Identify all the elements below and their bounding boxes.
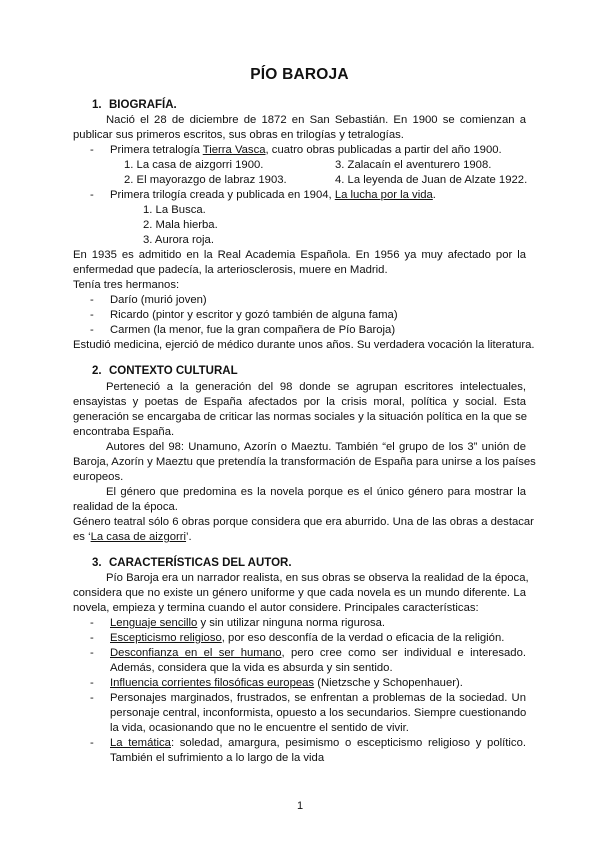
list-item-continuation: la vida, ocasionando que no le encuentre el sentido de vivir. <box>110 722 409 734</box>
list-item-characteristic: Influencia corrientes filosóficas europeas (Nietzsche y Schopenhauer). <box>110 677 463 689</box>
list-subitem: 3. Aurora roja. <box>143 234 214 246</box>
list-item-characteristic: Personajes marginados, frustrados, se enfrentan a problemas de la sociedad. Un <box>110 692 526 704</box>
list-item-characteristic: Desconfianza en el ser humano, pero cree como ser individual e interesado. <box>110 647 526 659</box>
document-title: PÍO BAROJA <box>250 66 349 83</box>
list-item-continuation: Además, considera que la vida es absurda y sin sentido. <box>110 662 393 674</box>
paragraph-line: encontraba España. <box>73 426 175 438</box>
paragraph-line: ensayistas y poetas de España afectados por la crisis moral, política y social. Esta <box>73 396 526 408</box>
paragraph-line: Baroja, Azorín y Maeztu que pretendía la transformación de España para unirse a los países <box>73 456 536 468</box>
paragraph-line: realidad de la época. <box>73 501 178 513</box>
section-heading-biografia: 1. BIOGRAFÍA. <box>92 99 177 111</box>
list-item-sibling: Ricardo (pintor y escritor y gozó también de alguna fama) <box>110 309 398 321</box>
paragraph-line: enfermedad que padecía, la arteriosclerosis, muere en Madrid. <box>73 264 388 276</box>
paragraph-line: El género que predomina es la novela porque es el único género para mostrar la <box>106 486 526 498</box>
paragraph-line: En 1935 es admitido en la Real Academia Española. En 1956 ya muy afectado por la <box>73 249 526 261</box>
list-subitem: 1. La casa de aizgorri 1900. <box>124 159 264 171</box>
paragraph-line: Género teatral sólo 6 obras porque considera que era aburrido. Una de las obras a destacar <box>73 516 534 528</box>
paragraph-line: considera que no existe un género uniforme y que cada novela es un mundo diferente. La <box>73 587 526 599</box>
list-subitem: 2. El mayorazgo de labraz 1903. <box>124 174 287 186</box>
page-number: 1 <box>296 800 304 812</box>
paragraph-line: novela, empieza y termina cuando el autor considere. Principales características: <box>73 602 479 614</box>
list-subitem: 4. La leyenda de Juan de Alzate 1922. <box>335 174 528 186</box>
paragraph-line: Perteneció a la generación del 98 donde se agrupan escritores intelectuales, <box>106 381 526 393</box>
list-subitem: 2. Mala hierba. <box>143 219 218 231</box>
list-item: - <box>90 144 94 156</box>
paragraph-line: es ‘La casa de aizgorri’. <box>73 531 192 543</box>
list-item-continuation: También el sufrimiento a lo largo de la vida <box>110 752 325 764</box>
paragraph-line: Tenía tres hermanos: <box>73 279 180 291</box>
list-subitem: 1. La Busca. <box>143 204 206 216</box>
paragraph-line: Estudió medicina, ejerció de médico durante unos años. Su verdadera vocación la literatura. <box>73 339 535 351</box>
paragraph-line: publicar sus primeros escritos, sus obras en trilogías y tetralogías. <box>73 129 404 141</box>
list-item-characteristic: La temática: soledad, amargura, pesimismo o escepticismo religioso y político. <box>110 737 526 749</box>
list-item-sibling: Darío (murió joven) <box>110 294 207 306</box>
list-item-sibling: Carmen (la menor, fue la gran compañera de Pío Baroja) <box>110 324 396 336</box>
list-subitem: 3. Zalacaín el aventurero 1908. <box>335 159 492 171</box>
list-item-tetralogia: Primera tetralogía Tierra Vasca, cuatro obras publicadas a partir del año 1900. <box>110 144 502 156</box>
list-item: - <box>90 189 94 201</box>
list-item-trilogia: Primera trilogía creada y publicada en 1904, La lucha por la vida. <box>110 189 436 201</box>
paragraph-line: Autores del 98: Unamuno, Azorín o Maeztu. También “el grupo de los 3” unión de <box>106 441 526 453</box>
list-item-characteristic: Lenguaje sencillo y sin utilizar ninguna norma rigurosa. <box>110 617 386 629</box>
paragraph-line: generación se encargaba de criticar las normas sociales y la situación política en la que se <box>73 411 528 423</box>
section-heading-contexto: 2. CONTEXTO CULTURAL <box>92 365 238 377</box>
paragraph-line: Nació el 28 de diciembre de 1872 en San Sebastián. En 1900 se comienzan a <box>106 114 526 126</box>
paragraph-line: europeos. <box>73 471 124 483</box>
paragraph-line: Pío Baroja era un narrador realista, en sus obras se observa la realidad de la época, <box>106 572 529 584</box>
section-heading-caracteristicas: 3. CARACTERÍSTICAS DEL AUTOR. <box>92 557 292 569</box>
list-item-characteristic: Escepticismo religioso, por eso desconfía de la verdad o eficacia de la religión. <box>110 632 505 644</box>
list-item-continuation: personaje central, inconformista, opuesto a los secundarios. Siempre cuestionando <box>110 707 527 719</box>
